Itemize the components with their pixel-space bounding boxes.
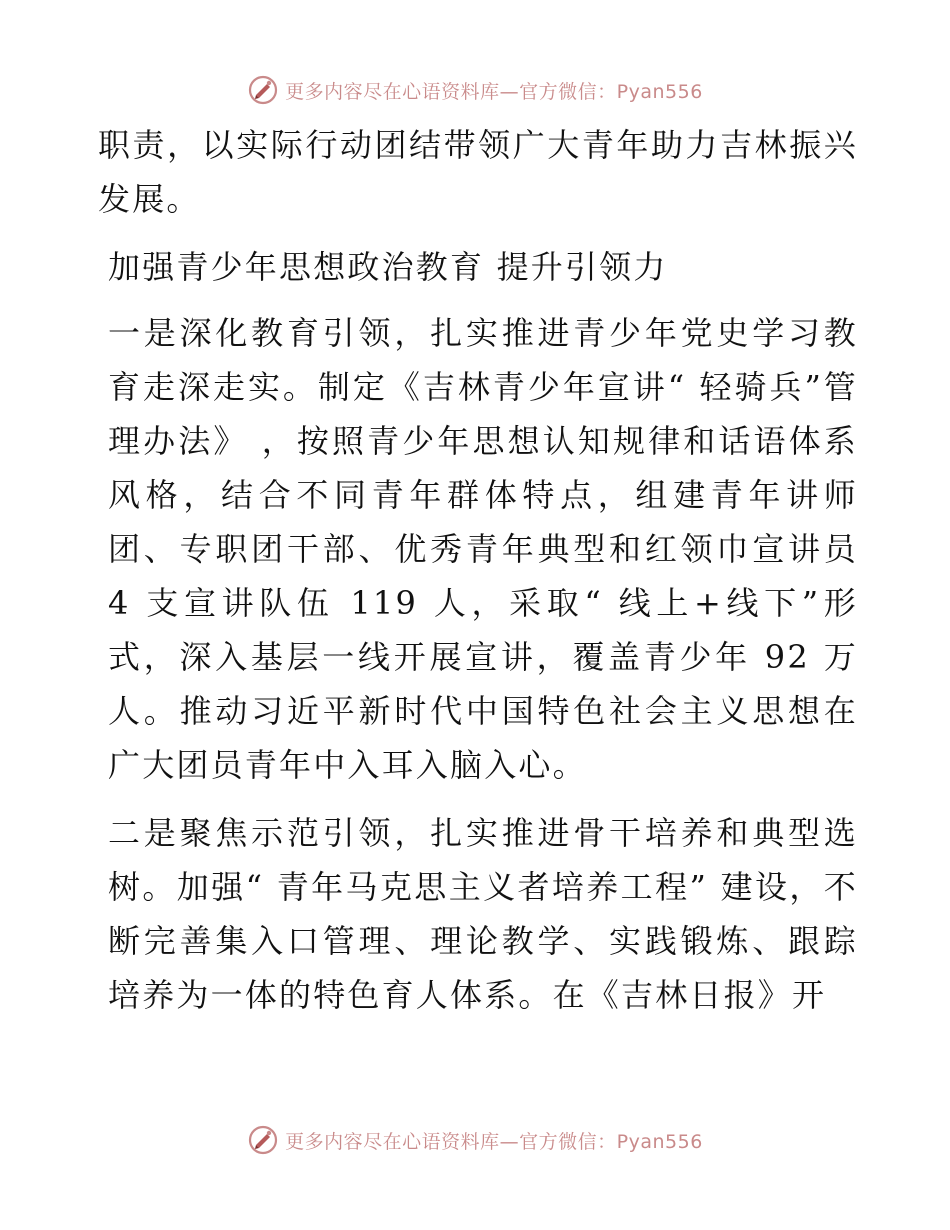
pen-logo-icon — [247, 74, 279, 106]
section-heading: 加强青少年思想政治教育 提升引领力 — [108, 248, 668, 286]
paragraph-point-one: 一是深化教育引领，扎实推进青少年党史学习教育走深走实。制定《吉林青少年宣讲“ 轻骑兵”管理办法》 ，按照青少年思想认知规律和话语体系风格，结合不同青年群体特点，组建青年讲师团、专职团干部、优秀青年典型和红领巾宣讲员 4 支宣讲队伍 119 人，采取“ 线上+线下”形式，深入基层一线开展宣讲，覆盖青少年 92 万人。推动习近平新时代中国特色社会主义思想在广大团员青年中入耳入脑入心。 — [108, 314, 858, 784]
paragraph-point-two: 二是聚焦示范引领，扎实推进骨干培养和典型选树。加强“ 青年马克思主义者培养工程” 建设，不断完善集入口管理、理论教学、实践锻炼、跟踪培养为一体的特色育人体系。在《吉林日报》开 — [108, 814, 858, 1014]
footer-watermark — [0, 1124, 950, 1156]
watermark-text: 更多内容尽在心语资料库—官方微信：Pyan556 — [285, 1130, 703, 1153]
paragraph-continuation: 职责，以实际行动团结带领广大青年助力吉林振兴发展。 — [98, 126, 858, 218]
header-watermark — [0, 74, 950, 106]
document-body — [98, 118, 858, 1036]
pen-logo-icon — [247, 1124, 279, 1156]
watermark-text: 更多内容尽在心语资料库—官方微信：Pyan556 — [285, 80, 703, 103]
